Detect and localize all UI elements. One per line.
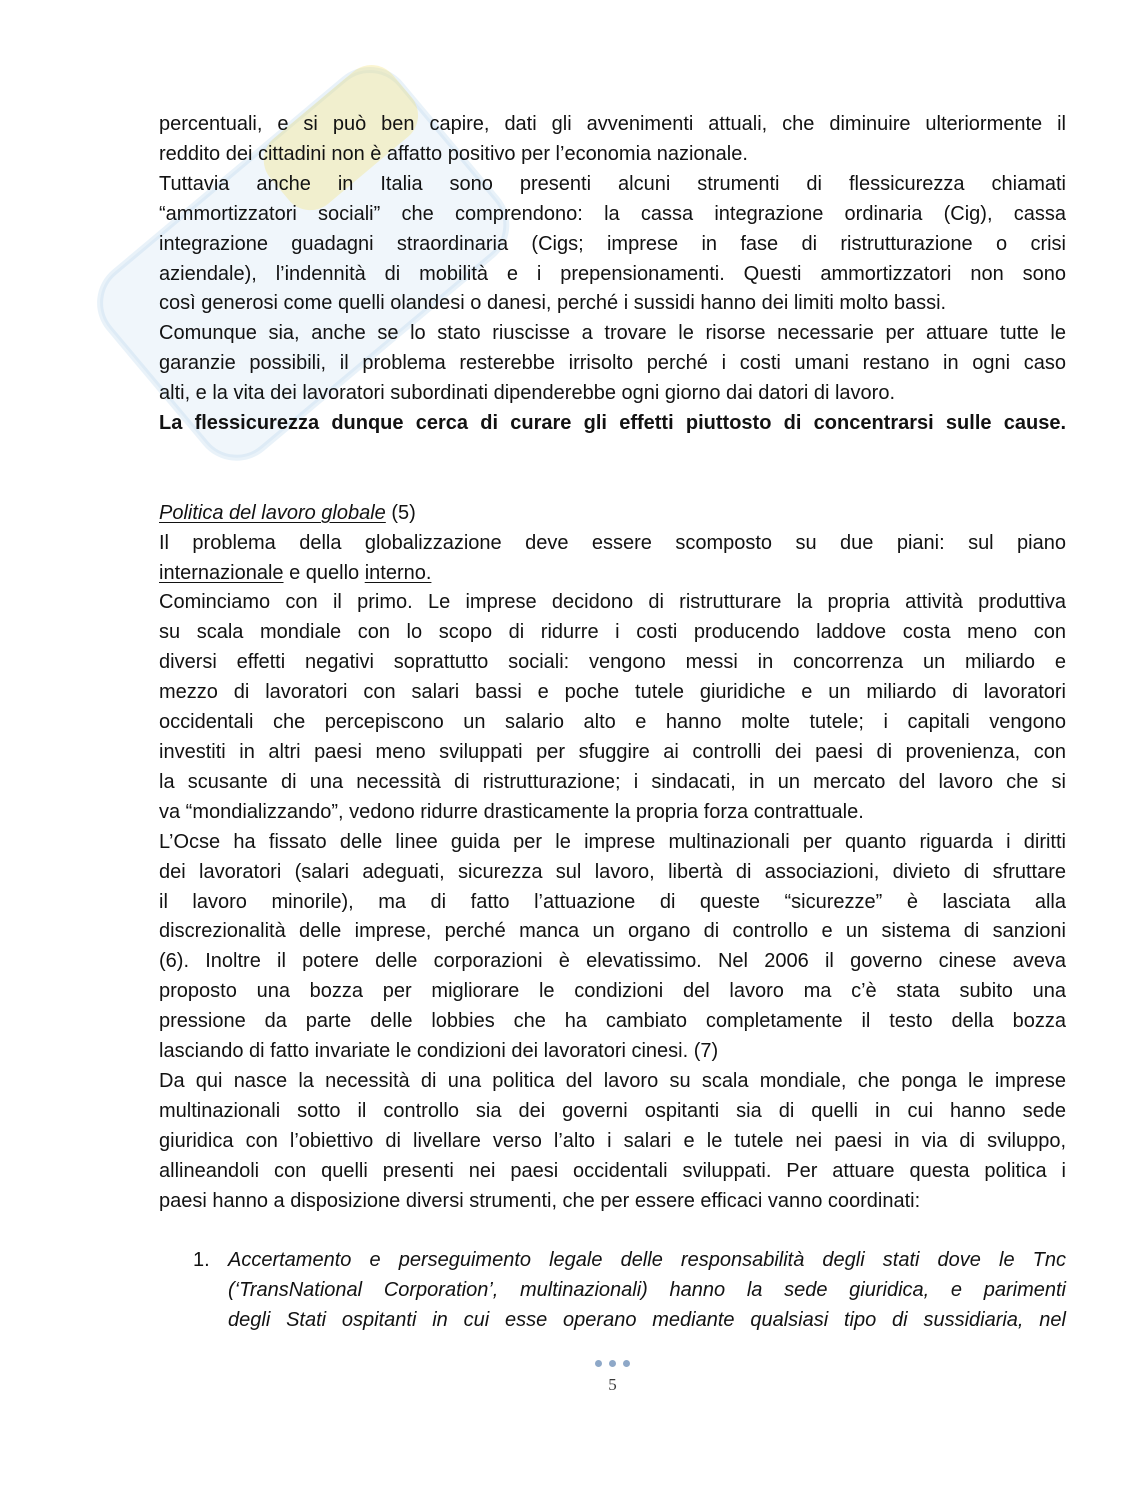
text-line: va “mondializzando”, vedono ridurre drasticamente la propria forza contrattuale. (159, 800, 864, 823)
numbered-list-item (159, 1246, 1066, 1336)
text-line: (‘TransNational Corporation’, multinazionali) hanno la sede giuridica, e parimenti (228, 1279, 1066, 1302)
underlined-term: internazionale (159, 561, 284, 584)
text-line: Tuttavia anche in Italia sono presenti alcuni strumenti di flessicurezza chiamati (159, 172, 1066, 195)
text-line: percentuali, e si può ben capire, dati gli avvenimenti attuali, che diminuire ulteriormente il (159, 113, 1066, 135)
text-line: occidentali che percepiscono un salario alto e hanno molte tutele; i capitali vengono (159, 711, 1066, 734)
text-line: “ammortizzatori sociali” che comprendono: la cassa integrazione ordinaria (Cig), cassa (159, 202, 1066, 225)
text-line: la scusante di una necessità di ristrutturazione; i sindacati, in un mercato del lavoro che si (159, 770, 1066, 793)
text-line: mezzo di lavoratori con salari bassi e poche tutele giuridiche e un miliardo di lavoratori (159, 681, 1066, 704)
section-heading-title: Politica del lavoro globale (159, 501, 386, 524)
text-line: discrezionalità delle imprese, perché manca un organo di controllo e un sistema di sanzioni (159, 920, 1066, 943)
paragraph (159, 319, 1066, 409)
paragraph (159, 170, 1066, 320)
text-line: dei lavoratori (salari adeguati, sicurezza sul lavoro, libertà di associazioni, divieto di sfruttare (159, 860, 1066, 883)
text-line: Comunque sia, anche se lo stato riuscisse a trovare le risorse necessarie per attuare tutte le (159, 322, 1066, 345)
text-line: L’Ocse ha fissato delle linee guida per le imprese multinazionali per quanto riguarda i diritti (159, 830, 1066, 853)
text-line: reddito dei cittadini non è affatto positivo per l’economia nazionale. (159, 142, 748, 165)
text-line: così generosi come quelli olandesi o danesi, perché i sussidi hanno dei limiti molto bassi. (159, 292, 947, 315)
list-number: 1. (193, 1249, 210, 1272)
text-line: alti, e la vita dei lavoratori subordinati dipenderebbe ogni giorno dai datori di lavoro. (159, 382, 896, 405)
paragraph (159, 828, 1066, 1067)
paragraph (159, 529, 1066, 589)
footer-dot (623, 1360, 630, 1367)
empty-line (159, 1217, 1066, 1247)
text-line: giuridica con l’obiettivo di livellare verso l’alto i salari e le tutele nei paesi in via di sviluppo, (159, 1129, 1066, 1152)
bold-conclusion: La flessicurezza dunque cerca di curare gli effetti piuttosto di concentrarsi sulle cause. (159, 412, 1066, 435)
text-line: diversi effetti negativi soprattutto sociali: vengono messi in concorrenza un miliardo e (159, 651, 1066, 674)
text-line: investiti in altri paesi meno sviluppati per sfuggire ai controlli dei paesi di provenienza, con (159, 741, 1066, 763)
paragraph (159, 588, 1066, 827)
text-line: su scala mondiale con lo scopo di ridurre i costi producendo laddove costa meno con (159, 621, 1066, 644)
text-fragment: e quello (283, 561, 365, 584)
underlined-term: interno. (364, 561, 432, 584)
footer-ornament (159, 1360, 1066, 1368)
text-line: Da qui nasce la necessità di una politica del lavoro su scala mondiale, che ponga le imprese (159, 1069, 1066, 1092)
section-heading (159, 499, 1066, 529)
text-line: integrazione guadagni straordinaria (Cigs; imprese in fase di ristrutturazione o crisi (159, 232, 1066, 255)
footer-dot (595, 1360, 602, 1367)
text-line: il lavoro minorile), ma di fatto l’attuazione di queste “sicurezze” è lasciata alla (159, 890, 1066, 913)
text-line: Accertamento e perseguimento legale delle responsabilità degli stati dove le Tnc (228, 1249, 1066, 1272)
text-line: paesi hanno a disposizione diversi strumenti, che per essere efficaci vanno coordinati: (159, 1189, 921, 1212)
text-line: aziendale), l’indennità di mobilità e i prepensionamenti. Questi ammortizzatori non sono (159, 262, 1066, 285)
text-line: degli Stati ospitanti in cui esse operano mediante qualsiasi tipo di sussidiaria, nel (228, 1309, 1066, 1332)
footnote-ref: (5) (391, 501, 416, 524)
text-line: Il problema della globalizzazione deve essere scomposto su due piani: sul piano (159, 531, 1066, 554)
text-line: allineandoli con quelli presenti nei paesi occidentali sviluppati. Per attuare questa politica i (159, 1159, 1066, 1182)
document-body (159, 110, 1066, 1336)
empty-line (159, 439, 1066, 469)
text-line: Cominciamo con il primo. Le imprese decidono di ristrutturare la propria attività produttiva (159, 591, 1066, 614)
text-line: garanzie possibili, il problema resterebbe irrisolto perché i costi umani restano in ogni caso (159, 352, 1066, 375)
text-line (159, 559, 1066, 589)
page-number: 5 (608, 1375, 617, 1394)
paragraph (159, 110, 1066, 170)
empty-line (159, 469, 1066, 499)
text-line: pressione da parte delle lobbies che ha cambiato completamente il testo della bozza (159, 1010, 1066, 1033)
text-line: proposto una bozza per migliorare le condizioni del lavoro ma c’è stata subito una (159, 980, 1066, 1003)
text-line: multinazionali sotto il controllo sia dei governi ospitanti sia di quelli in cui hanno sede (159, 1099, 1066, 1122)
footer-dot (609, 1360, 616, 1367)
text-line: (6). Inoltre il potere delle corporazioni è elevatissimo. Nel 2006 il governo cinese aveva (159, 950, 1066, 973)
text-line: lasciando di fatto invariate le condizioni dei lavoratori cinesi. (7) (159, 1040, 719, 1063)
paragraph (159, 1067, 1066, 1217)
